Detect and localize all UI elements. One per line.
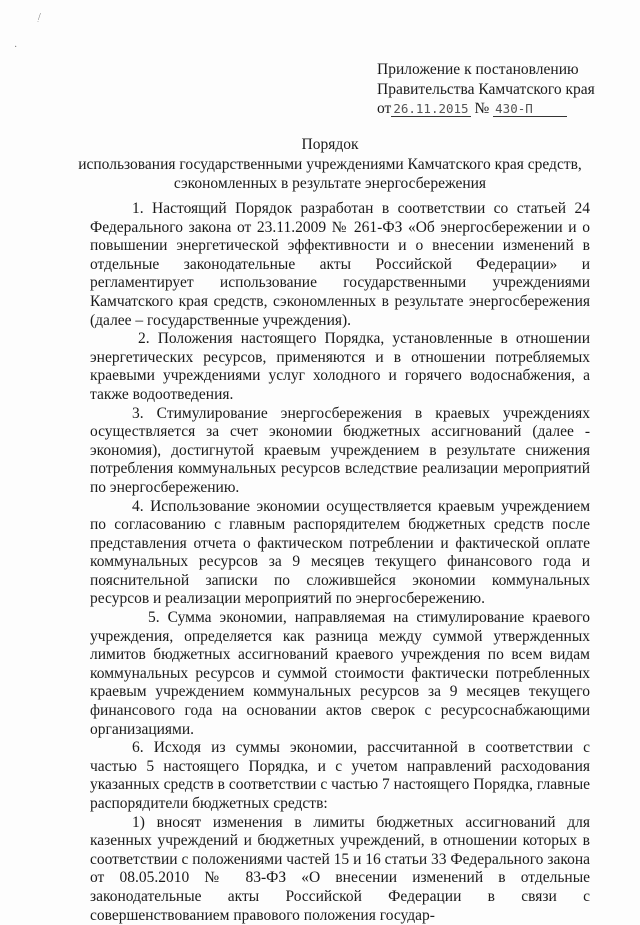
paragraph: 6. Исходя из суммы экономии, рассчитанной в соответствии с частью 5 настоящего Порядка, и с учетом направлений расходования указанных средств в соответствии с частью 7 настоящего Порядка, главные распорядители бюджетных средств: bbox=[90, 739, 590, 812]
title-line: Порядок bbox=[301, 136, 359, 153]
title-line: использования государственными учреждениями Камчатского края средств, bbox=[78, 155, 582, 173]
document-title bbox=[60, 135, 600, 194]
paragraph: 5. Сумма экономии, направляемая на стимулирование краевого учреждения, определяется как разница между суммой утвержденных лимитов бюджетных ассигнований краевого учреждения по всем видам коммунальных ресурсов и суммой стоимости фактически потребленных краевым учреждением коммунальных ресурсов за 9 месяцев текущего финансового года на основании актов сверок с ресурсоснабжающими организациями. bbox=[90, 609, 590, 738]
date-prefix: от bbox=[377, 100, 392, 117]
appendix-line: Приложение к постановлению bbox=[377, 61, 579, 78]
scan-mark: · bbox=[14, 42, 18, 53]
scan-mark: ׅ/ bbox=[38, 12, 41, 23]
paragraph: 4. Использование экономии осуществляется краевым учреждением по согласованию с главным распорядителем бюджетных средств после представления отчета о фактическом потреблении и фактической оплате коммунальных ресурсов за 9 месяцев текущего финансового года и пояснительной записки по сложившейся экономии коммунальных ресурсов и реализации мероприятий по энергосбережению. bbox=[90, 497, 590, 608]
document-body bbox=[90, 200, 590, 925]
paragraph: 2. Положения настоящего Порядка, установленные в отношении энергетических ресурсов, применяются и в отношении потребляемых краевыми учреждениями услуг холодного и горячего водоснабжения, а также водоотведения. bbox=[90, 330, 590, 403]
paragraph: 3. Стимулирование энергосбережения в краевых учреждениях осуществляется за счет экономии бюджетных ассигнований (далее - экономия), достигнутой краевым учреждением в результате снижения потребления коммунальных ресурсов вследствие реализации мероприятий по энергосбережению. bbox=[90, 404, 590, 496]
date-value: 26.11.2015 bbox=[393, 101, 469, 116]
paragraph: 1. Настоящий Порядок разработан в соответствии со статьей 24 Федерального закона от 23.11.2009 № 261-ФЗ «Об энергосбережении и о повышении энергетической эффективности и о внесении изменений в отдельные законодательные акты Российской Федерации» и регламентирует использование государственными учреждениями Камчатского края средств, сэкономленных в результате энергосбережения (далее – государственные учреждения). bbox=[90, 200, 590, 329]
paragraph: 1) вносят изменения в лимиты бюджетных ассигнований для казенных учреждений и бюджетных учреждений, в отношении которых в соответствии с положениями частей 15 и 16 статьи 33 Федерального закона от 08.05.2010 № 83-ФЗ «О внесении изменений в отдельные законодательные акты Российской Федерации в связи с совершенствованием правового положения государ- bbox=[90, 813, 590, 924]
title-line: сэкономленных в результате энергосбережения bbox=[173, 175, 487, 192]
appendix-header bbox=[377, 60, 627, 119]
appendix-line: Правительства Камчатского края bbox=[377, 80, 595, 98]
number-prefix: № bbox=[474, 100, 490, 117]
appendix-date-line bbox=[377, 99, 627, 119]
number-value: 430-П bbox=[493, 101, 567, 117]
